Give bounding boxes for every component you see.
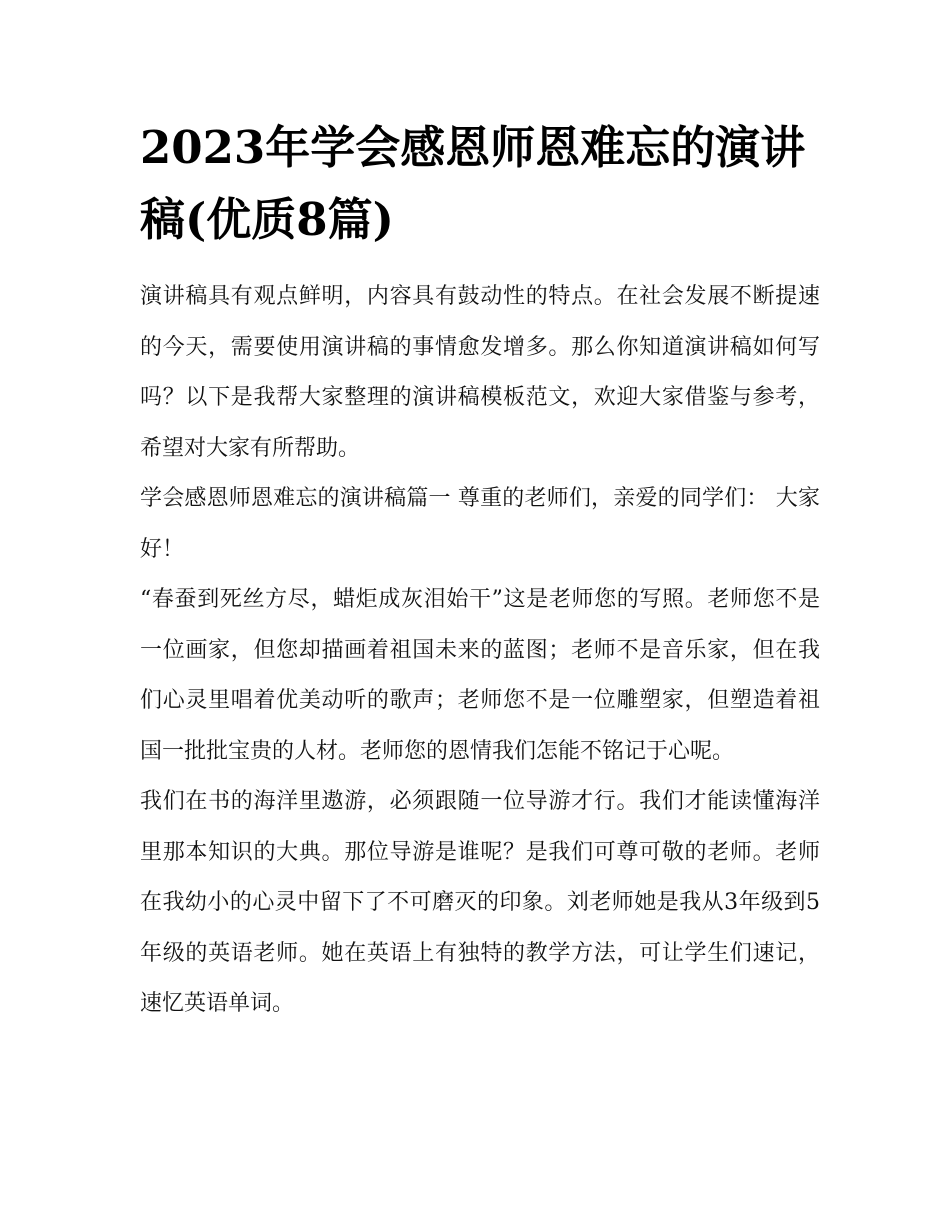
document-title: 2023年学会感恩师恩难忘的演讲稿(优质8篇) — [140, 121, 806, 246]
paragraph-teacher-story: 我们在书的海洋里遨游，必须跟随一位导游才行。我们才能读懂海洋里那本知识的大典。那位导游是谁呢？是我们可尊可敬的老师。老师在我幼小的心灵中留下了不可磨灭的印象。刘老师她是我从3年级到5年级的英语老师。她在英语上有独特的教学方法，可让学生们速记，速忆英语单词。 — [140, 789, 820, 1016]
paragraph-tribute: “春蚕到死丝方尽，蜡炬成灰泪始干”这是老师您的写照。老师您不是一位画家，但您却描画着祖国未来的蓝图；老师不是音乐家，但在我们心灵里唱着优美动听的歌声；老师您不是一位雕塑家，但塑造着祖国一批批宝贵的人材。老师您的恩情我们怎能不铭记于心呢。 — [140, 587, 820, 764]
document-content — [140, 112, 820, 1030]
paragraph-intro: 演讲稿具有观点鲜明，内容具有鼓动性的特点。在社会发展不断提速的今天，需要使用演讲稿的事情愈发增多。那么你知道演讲稿如何写吗？以下是我帮大家整理的演讲稿模板范文，欢迎大家借鉴与参考，希望对大家有所帮助。 — [140, 284, 820, 461]
paragraph-greeting: 学会感恩师恩难忘的演讲稿篇一 尊重的老师们，亲爱的同学们： 大家好！ — [140, 486, 820, 562]
